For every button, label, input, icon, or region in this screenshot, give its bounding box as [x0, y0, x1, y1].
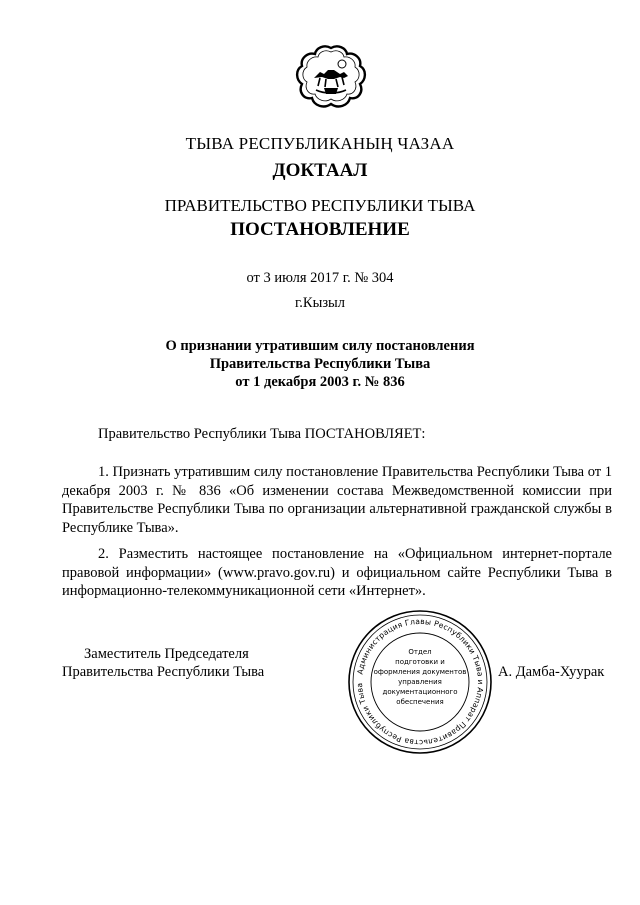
preamble: Правительство Республики Тыва ПОСТАНОВЛЯЕТ:	[98, 426, 426, 442]
header-government-line: ПРАВИТЕЛЬСТВО РЕСПУБЛИКИ ТЫВА	[164, 196, 476, 215]
stamp-inner-line-4: управления	[398, 678, 442, 686]
document-title-line-2: Правительства Республики Тыва	[209, 356, 431, 372]
official-stamp	[346, 608, 494, 756]
document-title-line-3: от 1 декабря 2003 г. № 836	[235, 374, 405, 390]
header-doktaal: ДОКТААЛ	[272, 160, 368, 181]
stamp-outer-text: Администрация Главы Республики Тыва и Аппарат Правительства Республики Тыва	[354, 616, 486, 748]
signatory-title-line-1: Заместитель Председателя	[84, 646, 249, 662]
header-postanovlenie: ПОСТАНОВЛЕНИЕ	[230, 219, 410, 240]
header-tyva-line: ТЫВА РЕСПУБЛИКАНЫҢ ЧАЗАА	[185, 134, 455, 153]
paragraph-1: 1. Признать утратившим силу постановление Правительства Республики Тыва от 1 декабря 2003 г. № 836 «Об изменении состава Межведомственной комиссии при Правительстве Республики Тыва по организации альтернативной гражданской службы в Республике Тыва».	[62, 464, 612, 536]
document-title-line-1: О признании утратившим силу постановления	[165, 338, 475, 354]
stamp-inner-line-6: обеспечения	[396, 698, 444, 706]
document-city: г.Кызыл	[294, 295, 346, 311]
signatory-name: А. Дамба-Хуурак	[498, 664, 605, 680]
document-date-number: от 3 июля 2017 г. № 304	[246, 270, 394, 286]
paragraph-2: 2. Разместить настоящее постановление на «Официальном интернет-портале правовой информации» (www.pravo.gov.ru) и официальном сайте Республики Тыва в информационно-телекоммуникационной сети «Интернет».	[62, 546, 612, 599]
signatory-title-line-2: Правительства Республики Тыва	[62, 664, 265, 680]
tyva-coat-of-arms-icon	[294, 44, 368, 110]
stamp-inner-line-5: документационного	[382, 688, 458, 696]
stamp-inner-line-2: подготовки и	[395, 658, 445, 666]
stamp-inner-line-1: Отдел	[408, 648, 432, 656]
stamp-inner-line-3: оформления документов	[373, 668, 467, 676]
